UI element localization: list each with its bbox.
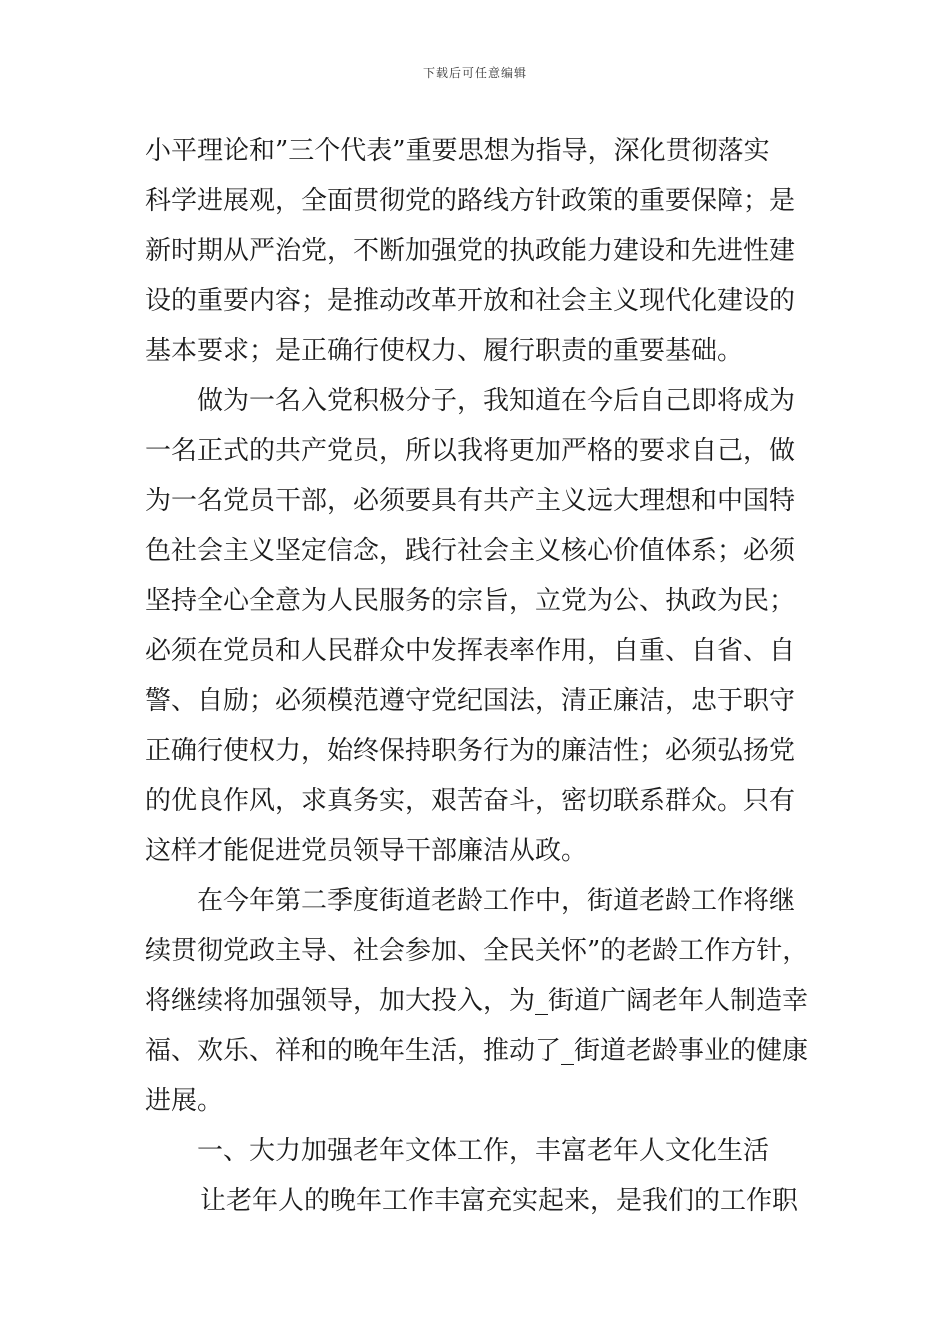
text-line: 设的重要内容；是推动改革开放和社会主义现代化建设的 (145, 286, 796, 316)
text-line: 坚持全心全意为人民服务的宗旨，立党为公、执政为民； (145, 586, 796, 616)
text-line: 将继续将加强领导，加大投入，为_街道广阔老年人制造幸 (145, 986, 809, 1016)
text-line: 的优良作风，求真务实，艰苦奋斗，密切联系群众。只有 (145, 786, 796, 816)
document-body (145, 126, 815, 1226)
page-header: 下载后可任意编辑 (422, 66, 527, 80)
text-line: 在今年第二季度街道老龄工作中，街道老龄工作将继 (197, 886, 796, 916)
paragraph (145, 876, 815, 1126)
text-line: 新时期从严治党，不断加强党的执政能力建设和先进性建 (145, 236, 796, 266)
paragraph (145, 376, 815, 876)
paragraph (145, 126, 815, 376)
text-line: 做为一名入党积极分子，我知道在今后自己即将成为 (197, 386, 796, 416)
text-line: 福、欢乐、祥和的晚年生活，推动了_街道老龄事业的健康 (145, 1036, 809, 1066)
text-line: 一名正式的共产党员，所以我将更加严格的要求自己，做 (145, 436, 796, 466)
text-line: 必须在党员和人民群众中发挥表率作用，自重、自省、自 (145, 636, 796, 666)
text-line: 续贯彻党政主导、社会参加、全民关怀”的老龄工作方针， (145, 936, 809, 966)
text-line: 科学进展观，全面贯彻党的路线方针政策的重要保障；是 (145, 186, 796, 216)
paragraph (145, 1176, 815, 1226)
section-heading (145, 1126, 815, 1176)
text-line: 警、自励；必须模范遵守党纪国法，清正廉洁，忠于职守 (145, 686, 796, 716)
text-line: 小平理论和”三个代表”重要思想为指导，深化贯彻落实 (145, 136, 770, 166)
text-line: 正确行使权力，始终保持职务行为的廉洁性；必须弘扬党 (145, 736, 796, 766)
text-line: 为一名党员干部，必须要具有共产主义远大理想和中国特 (145, 486, 796, 516)
text-line: 让老年人的晚年工作丰富充实起来，是我们的工作职 (200, 1186, 799, 1216)
text-line: 这样才能促进党员领导干部廉洁从政。 (145, 836, 588, 866)
text-line: 进展。 (145, 1086, 224, 1116)
text-line: 基本要求；是正确行使权力、履行职责的重要基础。 (145, 336, 744, 366)
text-line: 色社会主义坚定信念，践行社会主义核心价值体系；必须 (145, 536, 796, 566)
text-line: 一、大力加强老年文体工作，丰富老年人文化生活 (197, 1136, 770, 1166)
